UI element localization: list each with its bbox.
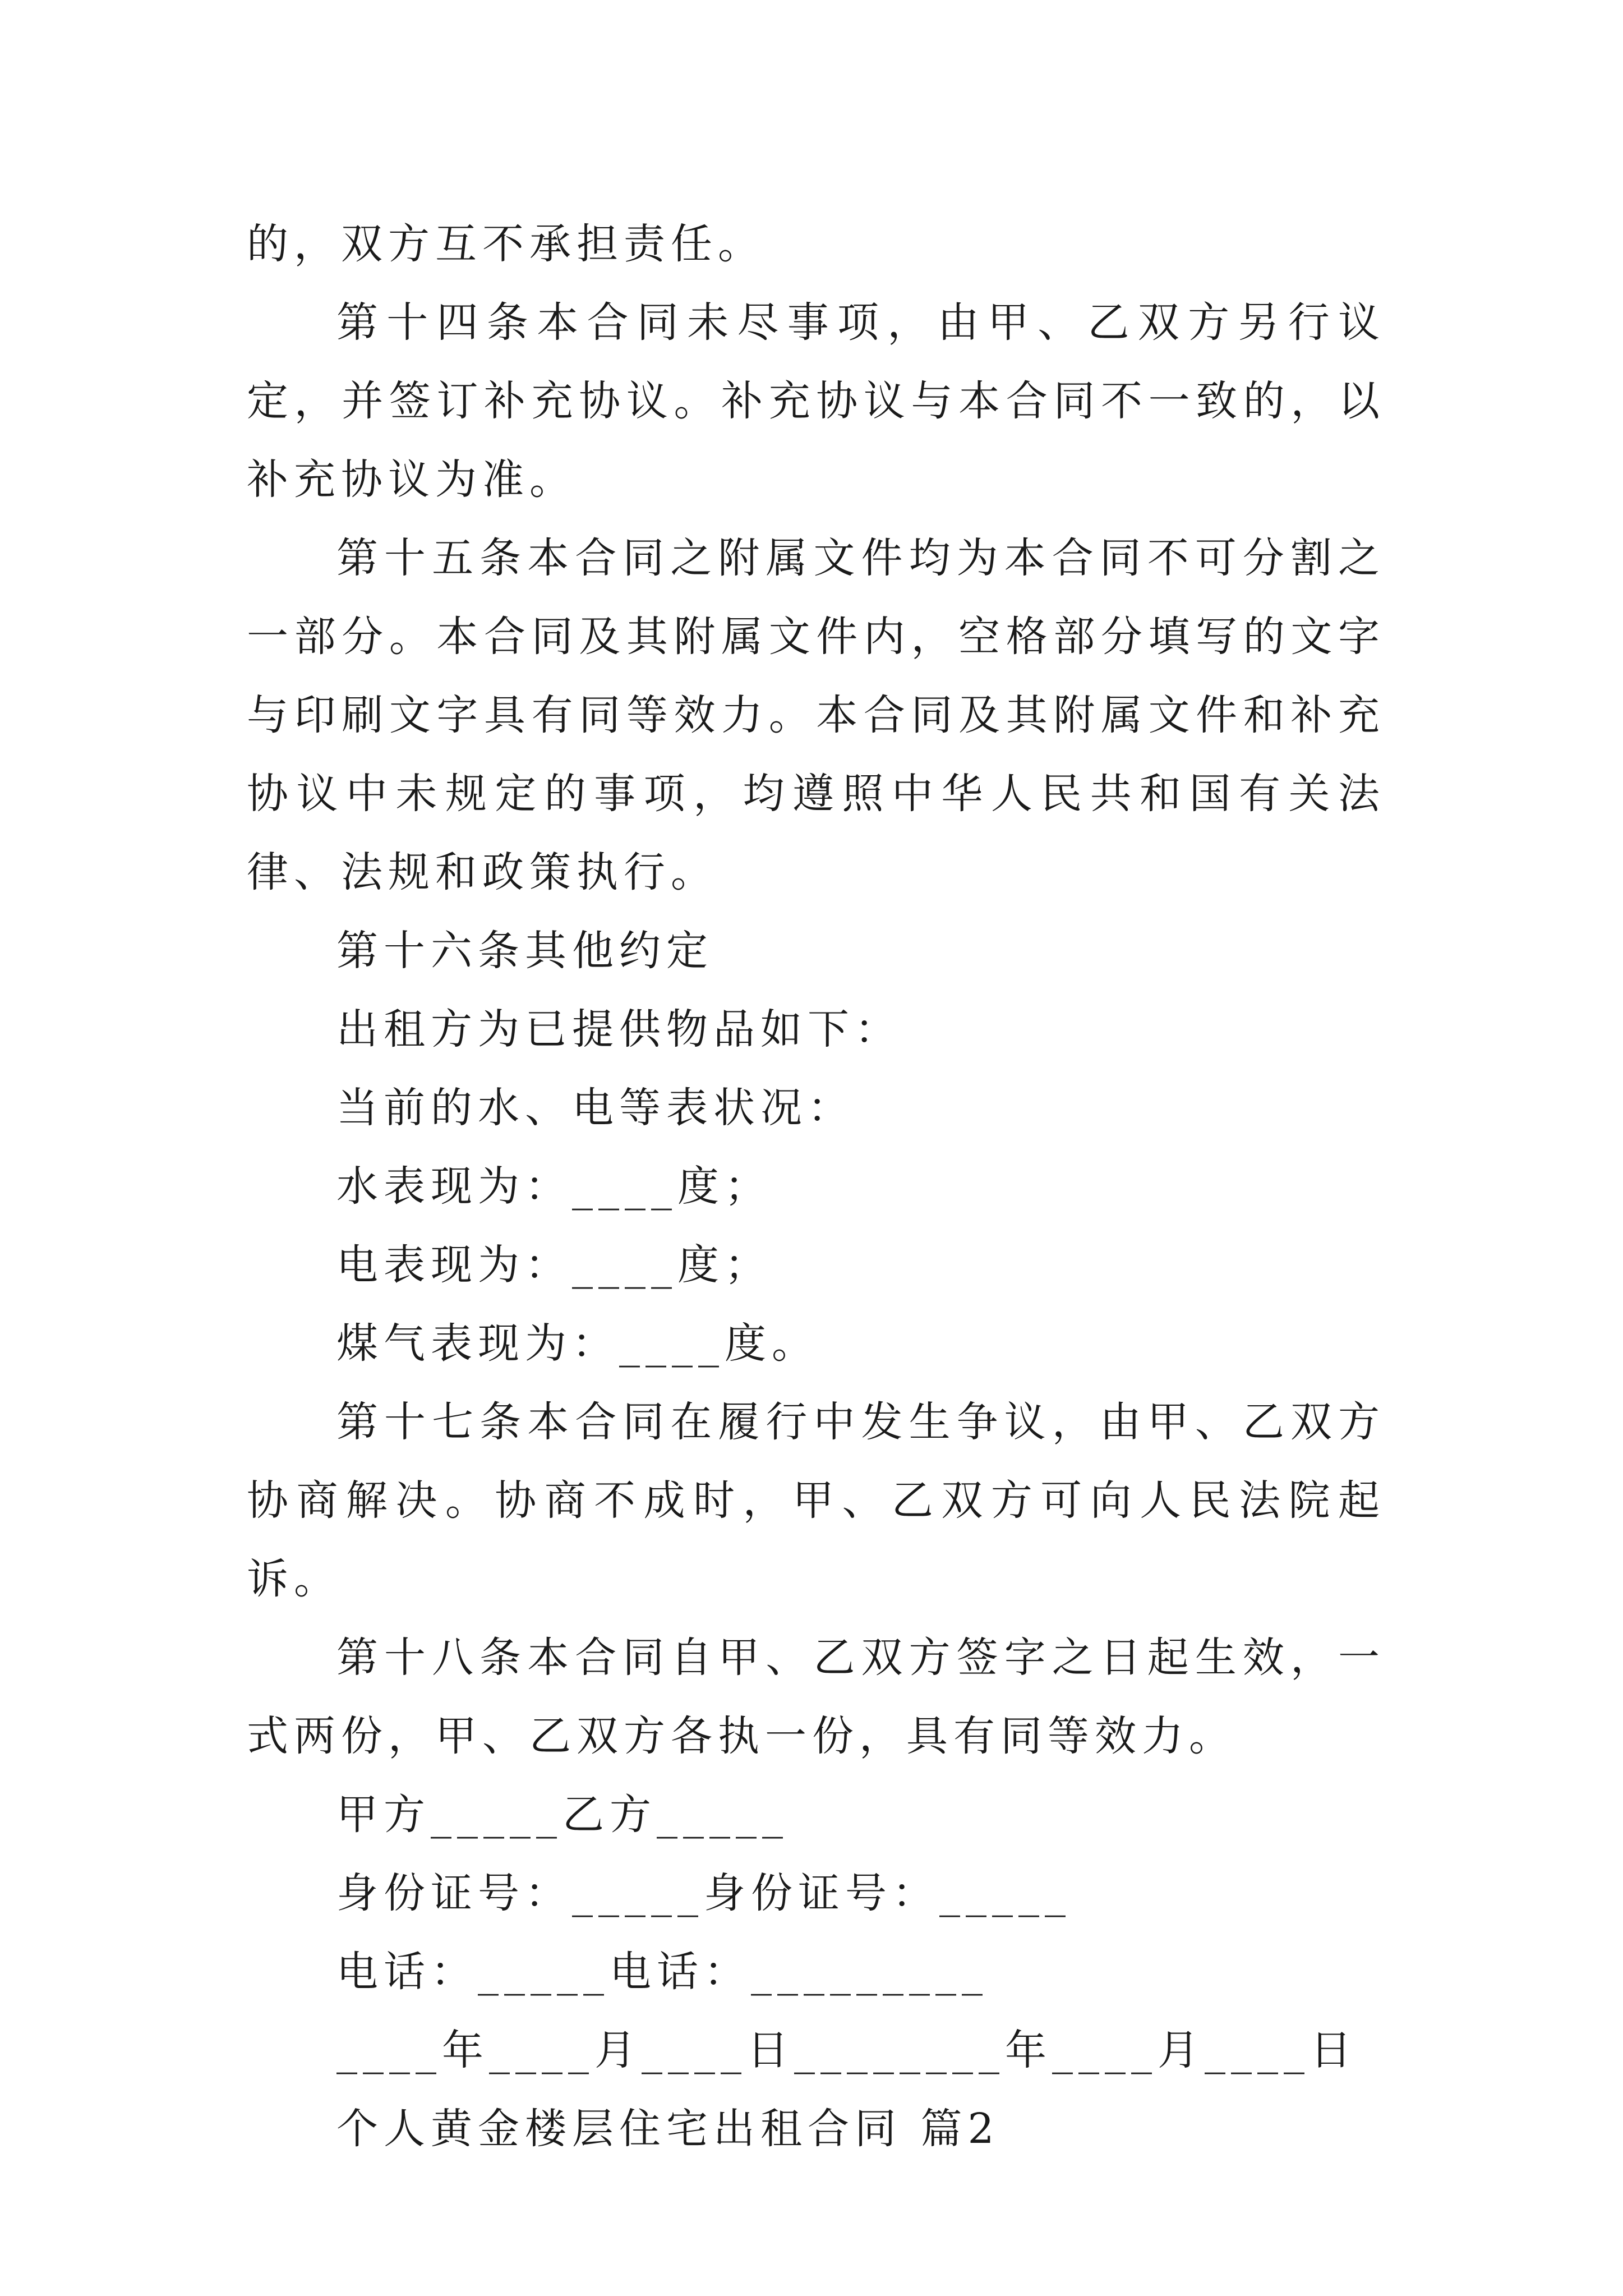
signature-party-line: 甲方_____乙方_____ <box>336 1791 789 1839</box>
paragraph-article-16: 第十六条其他约定 <box>336 927 713 975</box>
paragraph-electric-meter: 电表现为：____度； <box>336 1241 772 1289</box>
paragraph-gas-meter: 煤气表现为：____度。 <box>336 1319 819 1368</box>
paragraph-continuation: 的，双方互不承担责任。 <box>247 220 765 268</box>
paragraph-meter-status: 当前的水、电等表状况： <box>336 1084 855 1132</box>
signature-id-line: 身份证号：_____身份证号：_____ <box>336 1869 1071 1917</box>
paragraph-article-17: 第十七条本合同在履行中发生争议，由甲、乙双方协商解决。协商不成时，甲、乙双方可向人民法院起诉。 <box>247 1398 1385 1603</box>
section-heading-part-2: 个人黄金楼层住宅出租合同 篇2 <box>336 2105 1000 2153</box>
paragraph-article-18: 第十八条本合同自甲、乙双方签字之日起生效，一式两份，甲、乙双方各执一份，具有同等效力。 <box>247 1634 1385 1760</box>
paragraph-article-14: 第十四条本合同未尽事项，由甲、乙双方另行议定，并签订补充协议。补充协议与本合同不一致的，以补充协议为准。 <box>247 298 1385 504</box>
paragraph-article-15: 第十五条本合同之附属文件均为本合同不可分割之一部分。本合同及其附属文件内，空格部分填写的文字与印刷文字具有同等效力。本合同及其附属文件和补充协议中未规定的事项，均遵照中华人民共和国有关法律、法规和政策执行。 <box>247 534 1385 896</box>
paragraph-water-meter: 水表现为：____度； <box>336 1162 772 1211</box>
document-body <box>247 205 1385 2168</box>
signature-date-line: ____年____月____日________年____月____日 <box>336 2026 1357 2074</box>
signature-phone-line: 电话：_____电话：_________ <box>336 1948 988 1996</box>
paragraph-items-provided: 出租方为已提供物品如下： <box>336 1005 902 1053</box>
